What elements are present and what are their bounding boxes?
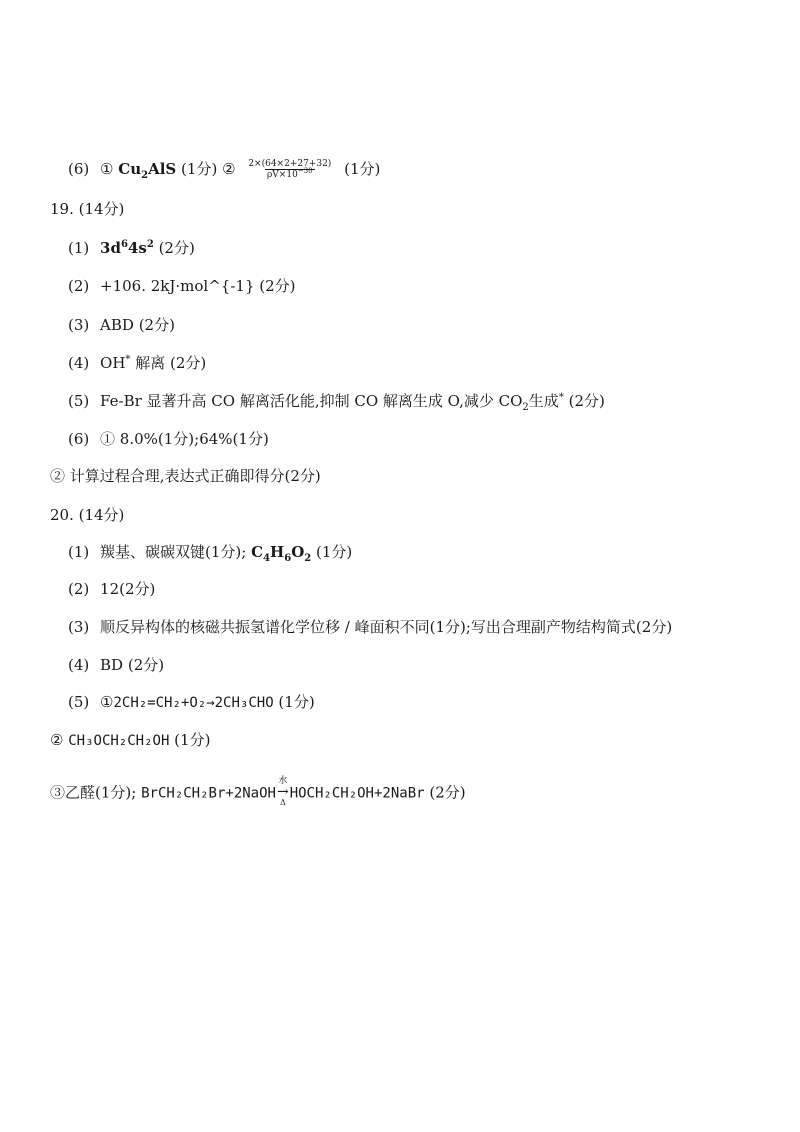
answer-20-5 [68,691,315,714]
score: (1分) [344,160,381,178]
item-number: (6) [68,430,90,448]
answer-19-1 [68,237,195,259]
score: (2分) [170,354,207,372]
score: (2分) [259,277,296,295]
enthalpy-value: +106. 2kJ·mol^{-1} [100,277,255,295]
item-number: (5) [68,693,90,711]
answer-text: 解离 [135,354,166,372]
score: (1分) [278,693,315,711]
question-19-header: 19. (14分) [50,200,125,218]
score: (2分) [127,656,165,674]
answer-text: ① 8.0%(1分);64%(1分) [100,430,269,448]
density-fraction [246,159,333,180]
answer-20-3 [68,616,672,638]
answer-18-6 [68,158,380,181]
question-20-header: 20. (14分) [50,506,125,524]
item-number: (2) [68,580,90,598]
fraction-denominator: $\rho V\times 10^{-30}$ [267,166,313,180]
formula-cu2als: $Cu_2AlS$ [118,160,177,181]
fraction-numerator: 2×(64×2+27+32) [248,158,332,169]
answer-19-6 [68,428,269,450]
answer-19-6-part2: ② 计算过程合理,表达式正确即得分(2分) [50,467,321,485]
item-number: (5) [68,392,90,410]
reaction-equation: 2CH₂=CH₂+O₂→2CH₃CHO [113,695,274,711]
answer-19-5 [68,390,605,412]
item-number: (2) [68,277,90,295]
answer-text: 羰基、碳碳双键(1分); [100,543,247,561]
reaction-arrow [277,776,289,807]
species-oh: OH* [100,354,131,372]
answer-text: 乙醛(1分); [65,783,137,802]
arrow-condition-below: Δ [279,798,286,807]
circled-1: ① [100,693,114,711]
answer-options: ABD [100,316,134,334]
answer-19-4 [68,352,206,374]
answer-options: BD [100,656,124,674]
item-number: (4) [68,656,90,674]
structural-formula: CH₃OCH₂CH₂OH [68,733,170,749]
item-number: (1) [68,543,90,561]
item-number: (4) [68,354,90,372]
score: (1分) [174,731,211,749]
item-number: (1) [68,239,90,257]
answer-20-5-part3 [50,778,466,809]
arrow-condition-above: 水 [278,776,288,786]
circled-2: ② [222,160,236,178]
score: (2分) [568,392,605,410]
formula-c4h6o2: $C_4H_6O_2$ [251,543,312,564]
score: (1分) [181,160,218,178]
answer-20-5-part2 [50,729,210,752]
answer-19-3 [68,314,175,336]
answer-text: 12(2分) [100,580,156,598]
answer-20-2 [68,578,155,600]
score: (2分) [429,783,466,802]
item-number: (3) [68,618,90,636]
score: (2分) [138,316,175,334]
score: (2分) [158,239,195,257]
answer-text: 顺反异构体的核磁共振氢谱化学位移 / 峰面积不同(1分);写出合理副产物结构简式(2分) [100,618,673,636]
electron-config: $3d^64s^2$ [100,239,154,257]
circled-2: ② [50,731,64,749]
item-number: (6) [68,160,90,178]
answer-19-2 [68,275,296,297]
answer-20-4 [68,654,164,676]
circled-1: ① [100,160,114,178]
item-number: (3) [68,316,90,334]
reaction-reactants: BrCH₂CH₂Br+2NaOH [141,785,276,802]
arrow-icon: → [276,784,289,800]
circled-3: ③ [50,783,66,802]
reaction-products: HOCH₂CH₂OH+2NaBr [289,785,425,802]
answer-20-1 [68,541,352,563]
answer-text: Fe-Br 显著升高 CO 解离活化能,抑制 CO 解离生成 O,减少 $CO_2$生成* [100,392,564,413]
score: (1分) [316,543,353,561]
